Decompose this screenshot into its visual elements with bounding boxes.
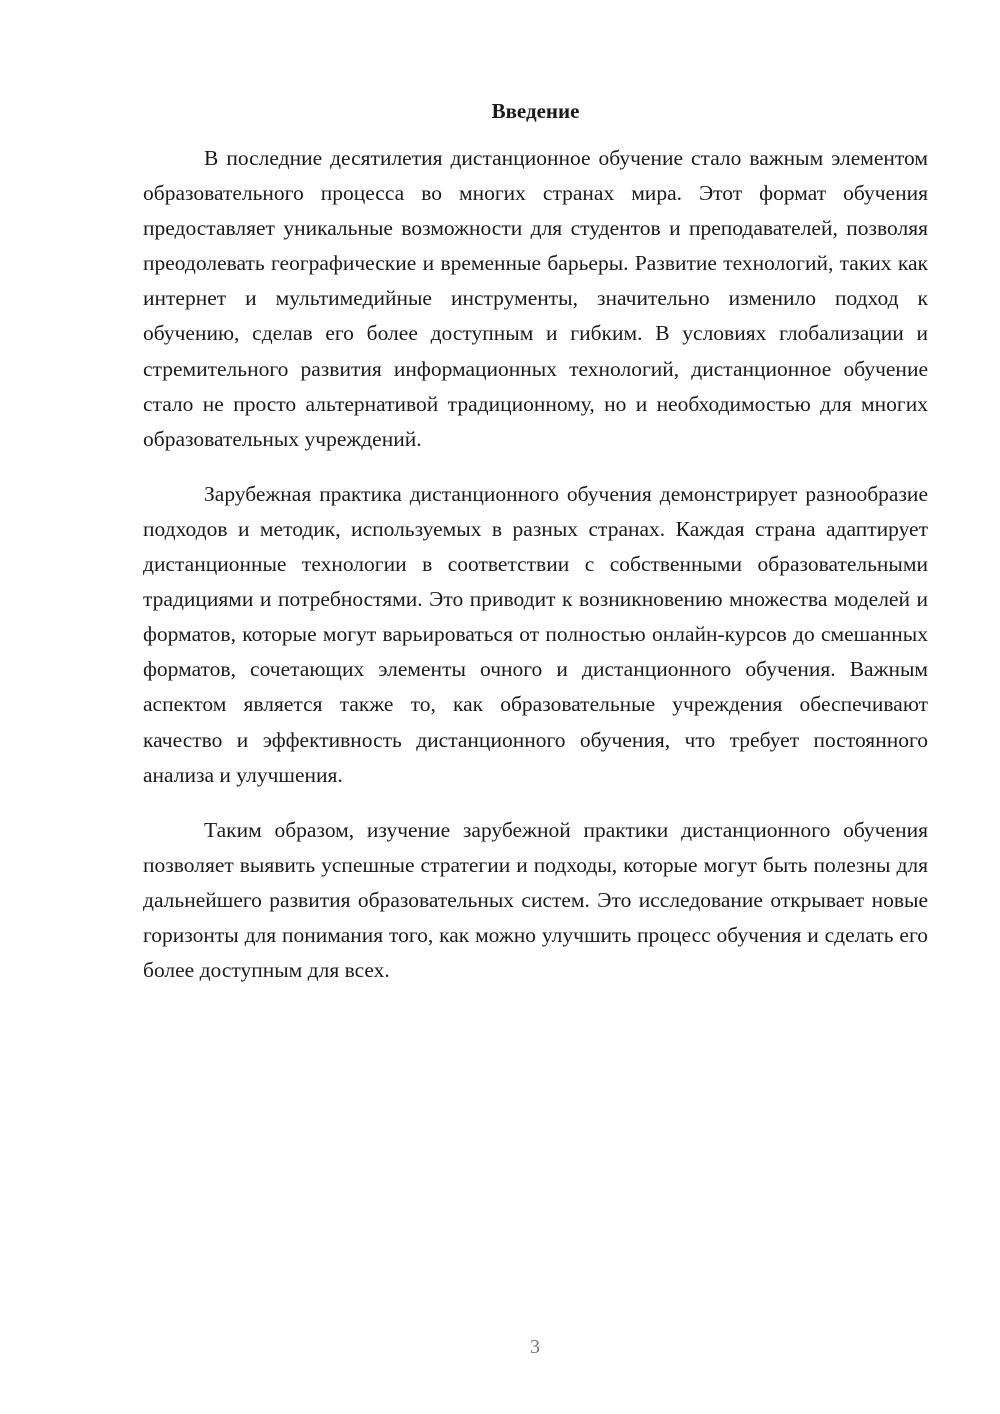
- section-heading: Введение: [491, 99, 580, 123]
- paragraph-2: Зарубежная практика дистанционного обучения демонстрирует разнообразие подходов и методик, используемых в разных странах. Каждая страна адаптирует дистанционные технологии в соответствии с собственными образовательными традициями и потребностями. Это приводит к возникновению множества моделей и форматов, которые могут варьироваться от полностью онлайн-курсов до смешанных форматов, сочетающих элементы очного и дистанционного обучения. Важным аспектом является также то, как образовательные учреждения обеспечивают качество и эффективность дистанционного обучения, что требует постоянного анализа и улучшения.: [143, 481, 928, 787]
- paragraph-1: В последние десятилетия дистанционное обучение стало важным элементом образовательного процесса во многих странах мира. Этот формат обучения предоставляет уникальные возможности для студентов и преподавателей, позволяя преодолевать географические и временные барьеры. Развитие технологий, таких как интернет и мультимедийные инструменты, значительно изменило подход к обучению, сделав его более доступным и гибким. В условиях глобализации и стремительного развития информационных технологий, дистанционное обучение стало не просто альтернативой традиционному, но и необходимостью для многих образовательных учреждений.: [143, 146, 928, 451]
- page-content: [143, 96, 928, 988]
- page-number: 3: [530, 1336, 540, 1358]
- paragraph-3: Таким образом, изучение зарубежной практики дистанционного обучения позволяет выявить успешные стратегии и подходы, которые могут быть полезны для дальнейшего развития образовательных систем. Это исследование открывает новые горизонты для понимания того, как можно улучшить процесс обучения и сделать его более доступным для всех.: [143, 817, 928, 983]
